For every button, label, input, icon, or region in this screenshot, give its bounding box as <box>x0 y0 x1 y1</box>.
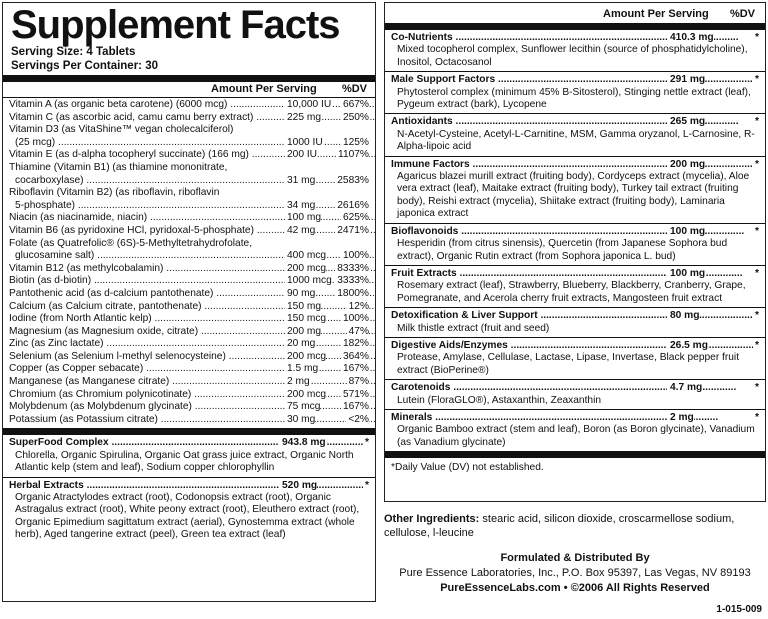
blend-dv: * <box>755 225 759 237</box>
nutrient-row <box>3 351 375 364</box>
supplement-facts-right-panel <box>384 2 766 502</box>
nutrient-row <box>3 376 375 389</box>
other-ingredients-text: stearic acid, silicon dioxide, croscarmellose sodium, cellulose, l-leucine <box>384 513 735 539</box>
servings-per-container: Servings Per Container: 30 <box>11 60 158 72</box>
blend-section <box>385 308 765 337</box>
nutrient-dv: 2583% <box>337 174 369 186</box>
nutrient-name: glucosamine salt) ..... <box>9 250 375 261</box>
column-header <box>385 3 765 23</box>
nutrient-row <box>3 414 375 427</box>
divider <box>3 75 375 82</box>
nutrient-name: Pantothenic acid (as d-calcium pantothenate) ..... <box>9 288 375 299</box>
nutrient-dv: 12% <box>348 300 369 312</box>
vitamin-list <box>3 98 375 426</box>
nutrient-amount: 100 mg <box>287 212 321 224</box>
nutrient-amount: 30 mg <box>287 413 316 425</box>
nutrient-dv: 47% <box>348 325 369 337</box>
blend-header <box>391 382 759 394</box>
nutrient-dv: 87% <box>348 376 369 388</box>
blend-name: Co-Nutrients ..... <box>391 32 739 43</box>
blend-section <box>385 224 765 265</box>
blend-ingredients: Agaricus blazei murill extract (fruiting body), Cordyceps extract (mycelia), Aloe vera extract (leaf), Maitake extract (fruiting body), Turkey tail extract (fruiting body), Reishi extract (mycelia), Shiitake extract (fruiting body), Laminaria japonica extract <box>397 171 750 220</box>
nutrient-name-line <box>3 187 375 200</box>
blend-amount: 100 mg <box>667 226 705 238</box>
nutrient-amount: 1.5 mg <box>287 363 319 375</box>
blend-amount: 2 mg <box>667 412 694 424</box>
blend-section <box>385 338 765 379</box>
nutrient-name-line <box>3 162 375 175</box>
blend-section <box>385 266 765 307</box>
blend-dv: * <box>755 158 759 170</box>
blend-header <box>9 480 369 492</box>
blend-amount: 26.5 mg <box>667 340 708 352</box>
nutrient-name: Vitamin A (as organic beta carotene) (6000 mcg) ..... <box>9 99 375 110</box>
blend-ingredients: Milk thistle extract (fruit and seed) <box>397 322 550 334</box>
blend-amount: 100 mg <box>667 268 705 280</box>
nutrient-dv: 100% <box>342 250 369 262</box>
other-ingredients <box>384 512 766 540</box>
blend-dv: * <box>755 339 759 351</box>
nutrient-row <box>3 389 375 402</box>
blend-name: Immune Factors ..... <box>391 159 756 170</box>
blend-name: Detoxification & Liver Support ..... <box>391 310 759 321</box>
nutrient-name: Iodine (from North Atlantic kelp) ..... <box>9 313 375 324</box>
nutrient-amount: 1000 IU <box>287 136 323 148</box>
blend-header <box>9 437 369 449</box>
blend-ingredients: Mixed tocopherol complex, Sunflower lecithin (source of phosphatidylcholine), Inositol, Octacosanol <box>397 44 748 68</box>
blend-name: Male Support Factors ..... <box>391 74 759 85</box>
nutrient-name: Molybdenum (as Molybdenum glycinate) ..... <box>9 401 375 412</box>
nutrient-name: Vitamin B6 (as pyridoxine HCl, pyridoxal-5-phosphate) ..... <box>9 225 375 236</box>
nutrient-row <box>3 313 375 326</box>
blend-dv: * <box>755 411 759 423</box>
nutrient-dv: 625% <box>342 212 369 224</box>
nutrient-amount: 200 mg <box>287 325 321 337</box>
nutrient-amount: 10,000 IU <box>287 99 332 110</box>
serving-size: Serving Size: 4 Tablets <box>11 46 136 58</box>
nutrient-name: Selenium (as Selenium l-methyl selenocysteine) ..... <box>9 351 375 362</box>
blend-header <box>391 226 759 238</box>
nutrient-row <box>3 112 375 125</box>
nutrient-dv: 1107% <box>338 149 369 161</box>
nutrient-row <box>3 301 375 314</box>
page-title: Supplement Facts <box>11 3 340 47</box>
blend-name: Antioxidants ..... <box>391 116 739 127</box>
blend-section <box>385 30 765 71</box>
nutrient-dv: 2616% <box>337 199 369 211</box>
blend-ingredients: N-Acetyl-Cysteine, Acetyl-L-Carnitine, MSM, Gamma oryzanol, L-Carnosine, R-Alpha-lipoic acid <box>397 128 755 153</box>
nutrient-name: Niacin (as niacinamide, niacin) ..... <box>9 212 375 223</box>
blend-header <box>391 412 759 424</box>
nutrient-name: Potassium (as Potassium citrate) ..... <box>9 414 375 425</box>
blend-ingredients: Lutein (FloraGLO®), Astaxanthin, Zeaxanthin <box>397 394 602 406</box>
nutrient-name: Riboflavin (Vitamin B2) (as riboflavin, riboflavin <box>9 187 220 199</box>
nutrient-name: Vitamin E (as d-alpha tocopheryl succinate) (166 mg) ..... <box>9 149 375 160</box>
blend-section <box>385 114 765 155</box>
nutrient-amount: 31 mg <box>287 174 316 186</box>
blend-dv: * <box>755 74 759 86</box>
blend-header <box>391 310 759 322</box>
blend-amount: 265 mg <box>667 116 705 128</box>
nutrient-dv: 250% <box>342 111 369 123</box>
nutrient-amount: 20 mg <box>287 338 316 350</box>
nutrient-dv: 2471% <box>337 224 369 236</box>
blend-header <box>391 159 759 171</box>
nutrient-row <box>3 326 375 339</box>
nutrient-row <box>3 99 375 112</box>
blend-header <box>391 74 759 86</box>
other-ingredients-label: Other Ingredients: <box>384 513 480 525</box>
nutrient-amount: 200 mcg <box>287 388 327 400</box>
blend-amount: 291 mg <box>667 74 705 86</box>
right-blend-sections <box>385 30 765 451</box>
nutrient-name: Chromium (as Chromium polynicotinate) ..... <box>9 389 375 400</box>
nutrient-row <box>3 137 375 150</box>
nutrient-row <box>3 401 375 414</box>
nutrient-amount: 200 mcg <box>287 262 327 274</box>
column-header <box>3 82 375 97</box>
nutrient-name-line <box>3 124 375 137</box>
website-line: PureEssenceLabs.com • ©2006 All Rights Reserved <box>440 582 710 594</box>
nutrient-name: cocarboxylase) ..... <box>9 175 369 186</box>
nutrient-dv: 100% <box>342 313 369 325</box>
nutrient-dv: 167% <box>342 363 369 375</box>
nutrient-row <box>3 149 375 162</box>
blend-amount: 943.8 mg <box>279 437 326 449</box>
blend-amount: 520 mg <box>279 480 317 492</box>
blend-amount: 200 mg <box>667 159 705 171</box>
nutrient-name: Calcium (as Calcium citrate, pantothenate) ..... <box>9 301 375 312</box>
nutrient-amount: 42 mg <box>287 224 316 236</box>
blend-ingredients: Chlorella, Organic Spirulina, Organic Oat grass juice extract, Organic North Atlantic kelp (stem and leaf), Sodium copper chlorophyllin <box>15 449 354 474</box>
blend-section <box>385 380 765 409</box>
distributor-address: Pure Essence Laboratories, Inc., P.O. Box 95397, Las Vegas, NV 89193 <box>399 567 751 579</box>
nutrient-name: Vitamin C (as ascorbic acid, camu camu berry extract) ..... <box>9 112 375 123</box>
blend-amount: 4.7 mg <box>667 382 702 394</box>
nutrient-dv: 182% <box>342 338 369 350</box>
blend-header <box>391 116 759 128</box>
nutrient-dv: 571% <box>342 388 369 400</box>
nutrient-dv: <2% <box>348 413 369 425</box>
nutrient-amount: 34 mg <box>287 199 316 211</box>
divider <box>385 451 765 458</box>
nutrient-amount: 75 mcg <box>287 401 321 413</box>
nutrient-row <box>3 275 375 288</box>
nutrient-row <box>3 175 375 188</box>
nutrient-name: 5-phosphate) ..... <box>9 200 361 211</box>
nutrient-row <box>3 338 375 351</box>
blend-section <box>385 410 765 451</box>
nutrient-name-line <box>3 238 375 251</box>
blend-header <box>391 340 759 352</box>
dv-header: %DV <box>729 8 755 20</box>
nutrient-dv: 167% <box>342 401 369 413</box>
blend-amount: 410.3 mg <box>667 32 714 44</box>
amount-header: Amount Per Serving <box>603 8 709 20</box>
blend-name: Fruit Extracts ..... <box>391 268 743 279</box>
blend-header <box>391 32 759 44</box>
divider <box>3 428 375 435</box>
blend-dv: * <box>755 310 759 322</box>
nutrient-name: Vitamin B12 (as methylcobalamin) ..... <box>9 263 375 274</box>
blend-header <box>391 268 759 280</box>
nutrient-row <box>3 212 375 225</box>
blend-ingredients: Rosemary extract (leaf), Strawberry, Blueberry, Blackberry, Cranberry, Grape, Pomegranate, and Acerola cherry fruit extracts, Mangosteen fruit extract <box>397 280 746 304</box>
blend-dv: * <box>755 382 759 394</box>
blend-dv: * <box>755 116 759 128</box>
nutrient-amount: 400 mcg <box>287 250 327 262</box>
nutrient-name: Manganese (as Manganese citrate) ..... <box>9 376 375 387</box>
nutrient-amount: 150 mcg <box>287 313 327 325</box>
nutrient-row <box>3 200 375 213</box>
nutrient-name: Magnesium (as Magnesium oxide, citrate) ..... <box>9 326 375 337</box>
dv-header: %DV <box>341 83 367 95</box>
left-blend-sections <box>3 435 375 543</box>
nutrient-row <box>3 363 375 376</box>
nutrient-name: Folate (as Quatrefolic® (6S)-5-Methyltetrahydrofolate, <box>9 237 253 249</box>
nutrient-amount: 2 mg <box>287 376 310 388</box>
nutrient-row <box>3 250 375 263</box>
blend-ingredients: Organic Atractylodes extract (root), Codonopsis extract (root), Organic Astragalus extract (root), White peony extract (root), Eleuthero extract (root), Organic Epimedium sagittatum extract (aerial), Gynostemma extract (whole herb), Aged tangerine extract (peel), Green tea extract (leaf) <box>15 492 360 541</box>
blend-name: Digestive Aids/Enzymes ..... <box>391 340 759 351</box>
blend-dv: * <box>365 437 369 449</box>
nutrient-dv: 125% <box>342 136 369 148</box>
blend-name: Bioflavonoids ..... <box>391 226 744 237</box>
nutrient-dv: 667% <box>342 99 369 110</box>
supplement-facts-left-panel <box>2 2 376 602</box>
nutrient-amount: 200 IU <box>287 149 318 161</box>
nutrient-row <box>3 225 375 238</box>
blend-name: Carotenoids ..... <box>391 382 736 393</box>
nutrient-name: Thiamine (Vitamin B1) (as thiamine mononitrate, <box>9 161 228 173</box>
nutrient-name: Copper (as Copper sebacate) ..... <box>9 363 375 374</box>
amount-header: Amount Per Serving <box>211 83 317 95</box>
nutrient-row <box>3 263 375 276</box>
nutrient-dv: 364% <box>342 350 369 362</box>
nutrient-name: Zinc (as Zinc lactate) ..... <box>9 338 375 349</box>
blend-ingredients: Protease, Amylase, Cellulase, Lactase, Lipase, Invertase, Black pepper fruit extract (BioPerine®) <box>397 352 740 376</box>
blend-name: Herbal Extracts ..... <box>9 480 369 491</box>
nutrient-row <box>3 288 375 301</box>
blend-dv: * <box>755 267 759 279</box>
nutrient-name: (25 mcg) ..... <box>9 137 341 148</box>
nutrient-amount: 200 mcg <box>287 350 327 362</box>
blend-ingredients: Phytosterol complex (minimum 45% B-Sitosterol), Stinging nettle extract (leaf), Pygeum extract (bark), Lycopene <box>397 86 751 111</box>
footnote: *Daily Value (DV) not established. <box>391 462 544 474</box>
product-code: 1-015-009 <box>716 604 762 615</box>
blend-section <box>3 435 375 476</box>
distributor-heading: Formulated & Distributed By <box>500 552 650 564</box>
blend-ingredients: Hesperidin (from citrus sinensis), Quercetin (from Japanese Sophora bud extract), Organic Rutin extract (from Sophora japonica L. bud) <box>397 238 728 262</box>
blend-amount: 80 mg <box>667 310 699 322</box>
nutrient-amount: 1000 mcg <box>287 275 332 287</box>
nutrient-dv: 3333% <box>337 275 369 287</box>
nutrient-dv: 8333% <box>337 262 369 274</box>
nutrient-amount: 150 mg <box>287 300 321 312</box>
blend-section <box>3 478 375 544</box>
blend-dv: * <box>755 32 759 43</box>
blend-section <box>385 72 765 113</box>
nutrient-amount: 90 mg <box>287 287 316 299</box>
blend-name: SuperFood Complex ..... <box>9 437 369 448</box>
blend-dv: * <box>365 479 369 491</box>
blend-section <box>385 157 765 223</box>
nutrient-name: Vitamin D3 (as VitaShine™ vegan cholecalciferol) <box>9 124 234 136</box>
blend-name: Minerals ..... <box>391 412 718 423</box>
nutrient-name: Biotin (as d-biotin) ..... <box>9 275 375 286</box>
nutrient-amount: 225 mg <box>287 111 321 123</box>
blend-ingredients: Organic Bamboo extract (stem and leaf), Boron (as Boron glycinate), Vanadium (as Vanadium glycinate) <box>397 424 755 448</box>
nutrient-dv: 1800% <box>337 287 369 299</box>
